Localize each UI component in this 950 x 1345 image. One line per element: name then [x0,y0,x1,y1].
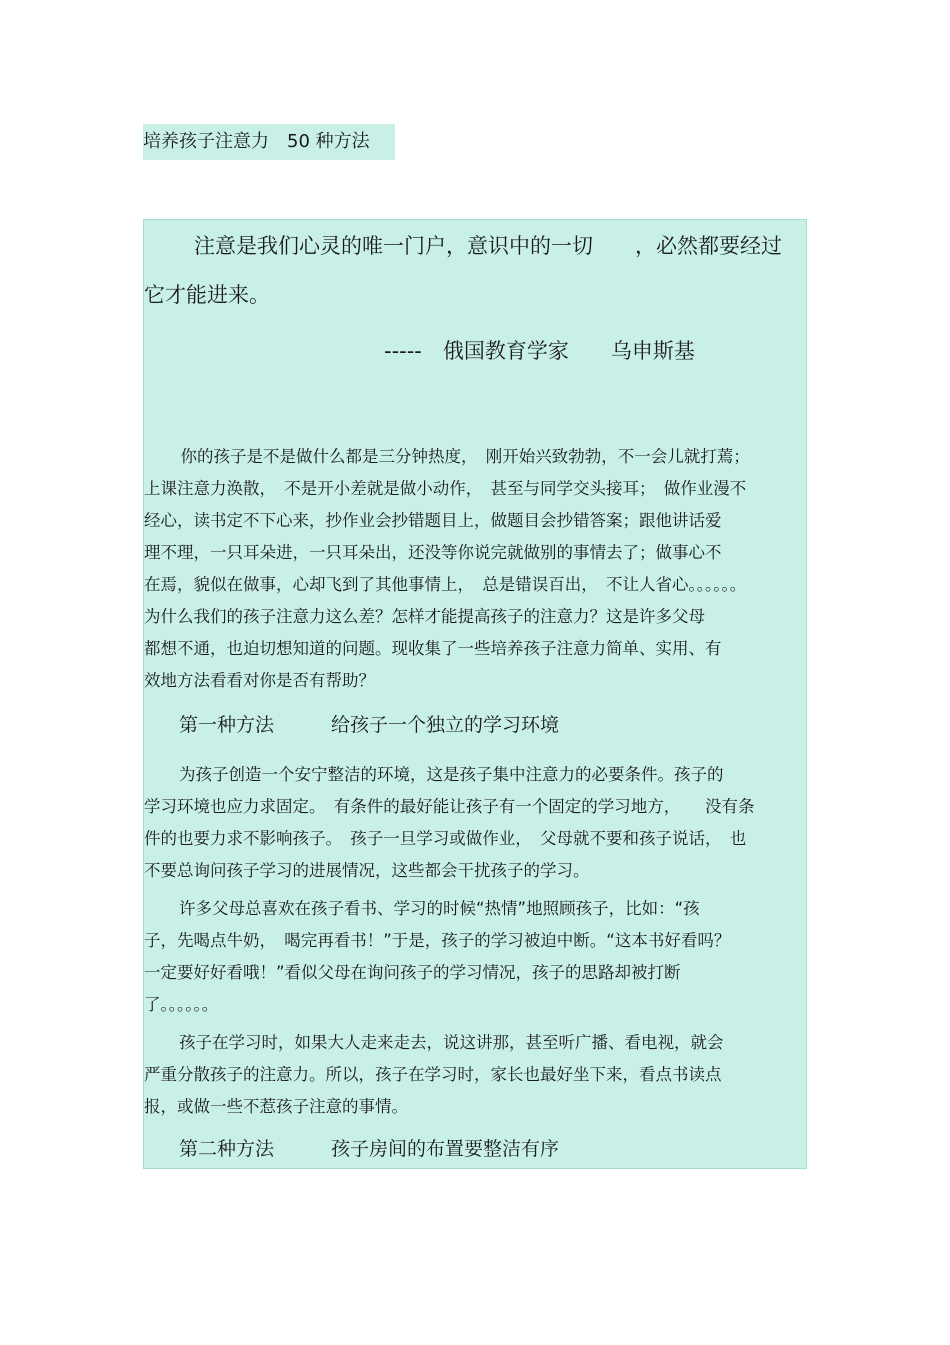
method-1-p2-line-3: 一定要好好看哦！”看似父母在询问孩子的学习情况，孩子的思路却被打断 [144,963,681,982]
title-main: 培养孩子注意力 [143,131,269,152]
method-1-p3-line-1: 孩子在学习时，如果大人走来走去，说这讲那，甚至听广播、看电视，就会 [179,1033,724,1052]
intro-line-4: 理不理，一只耳朵进，一只耳朵出，还没等你说完就做别的事情去了；做事心不 [144,543,722,562]
content-box [143,219,807,1169]
intro-line-8: 效地方法看看对你是否有帮助？ [144,671,375,690]
intro-line-7: 都想不通，也迫切想知道的问题。现收集了一些培养孩子注意力简单、实用、有 [144,639,722,658]
method-1-p2-line-4: 了。。。。。。 [144,995,219,1014]
method-1-p1-line-2: 学习环境也应力求固定。 有条件的最好能让孩子有一个固定的学习地方， 没有条 [144,797,755,816]
document-title [143,124,395,160]
method-1-p2-line-1: 许多父母总喜欢在孩子看书、学习的时候“热情”地照顾孩子，比如：“孩 [179,899,700,918]
quote-attribution: ----- 俄国教育学家 乌申斯基 [384,339,695,363]
intro-line-3: 经心，读书定不下心来，抄作业会抄错题目上，做题目会抄错答案；跟他讲话爱 [144,511,722,530]
intro-line-2: 上课注意力涣散， 不是开小差就是做小动作， 甚至与同学交头接耳； 做作业漫不 [144,479,747,498]
method-1-p3-line-3: 报，或做一些不惹孩子注意的事情。 [144,1097,408,1116]
method-2-heading: 第二种方法 孩子房间的布置要整洁有序 [179,1138,560,1160]
quote-line-2: 它才能进来。 [144,283,270,307]
method-1-p1-line-3: 件的也要力求不影响孩子。 孩子一旦学习或做作业， 父母就不要和孩子说话， 也 [144,829,747,848]
method-1-heading: 第一种方法 给孩子一个独立的学习环境 [179,714,560,736]
intro-line-5: 在焉，貌似在做事，心却飞到了其他事情上， 总是错误百出， 不让人省心。。。。。。 [144,575,747,594]
title-count: 50 种方法 [287,131,370,152]
method-1-p2-line-2: 子，先喝点牛奶， 喝完再看书！”于是，孩子的学习被迫中断。“这本书好看吗？ [144,931,731,950]
quote-line-1: 注意是我们心灵的唯一门户，意识中的一切 ，必然都要经过 [194,234,782,258]
intro-line-1: 你的孩子是不是做什么都是三分钟热度， 刚开始兴致勃勃，不一会儿就打蔫； [164,447,750,466]
method-1-p1-line-4: 不要总询问孩子学习的进展情况，这些都会干扰孩子的学习。 [144,861,590,880]
intro-line-6: 为什么我们的孩子注意力这么差？怎样才能提高孩子的注意力？这是许多父母 [144,607,705,626]
method-1-p1-line-1: 为孩子创造一个安宁整洁的环境，这是孩子集中注意力的必要条件。孩子的 [179,765,724,784]
method-1-p3-line-2: 严重分散孩子的注意力。所以，孩子在学习时，家长也最好坐下来，看点书读点 [144,1065,722,1084]
